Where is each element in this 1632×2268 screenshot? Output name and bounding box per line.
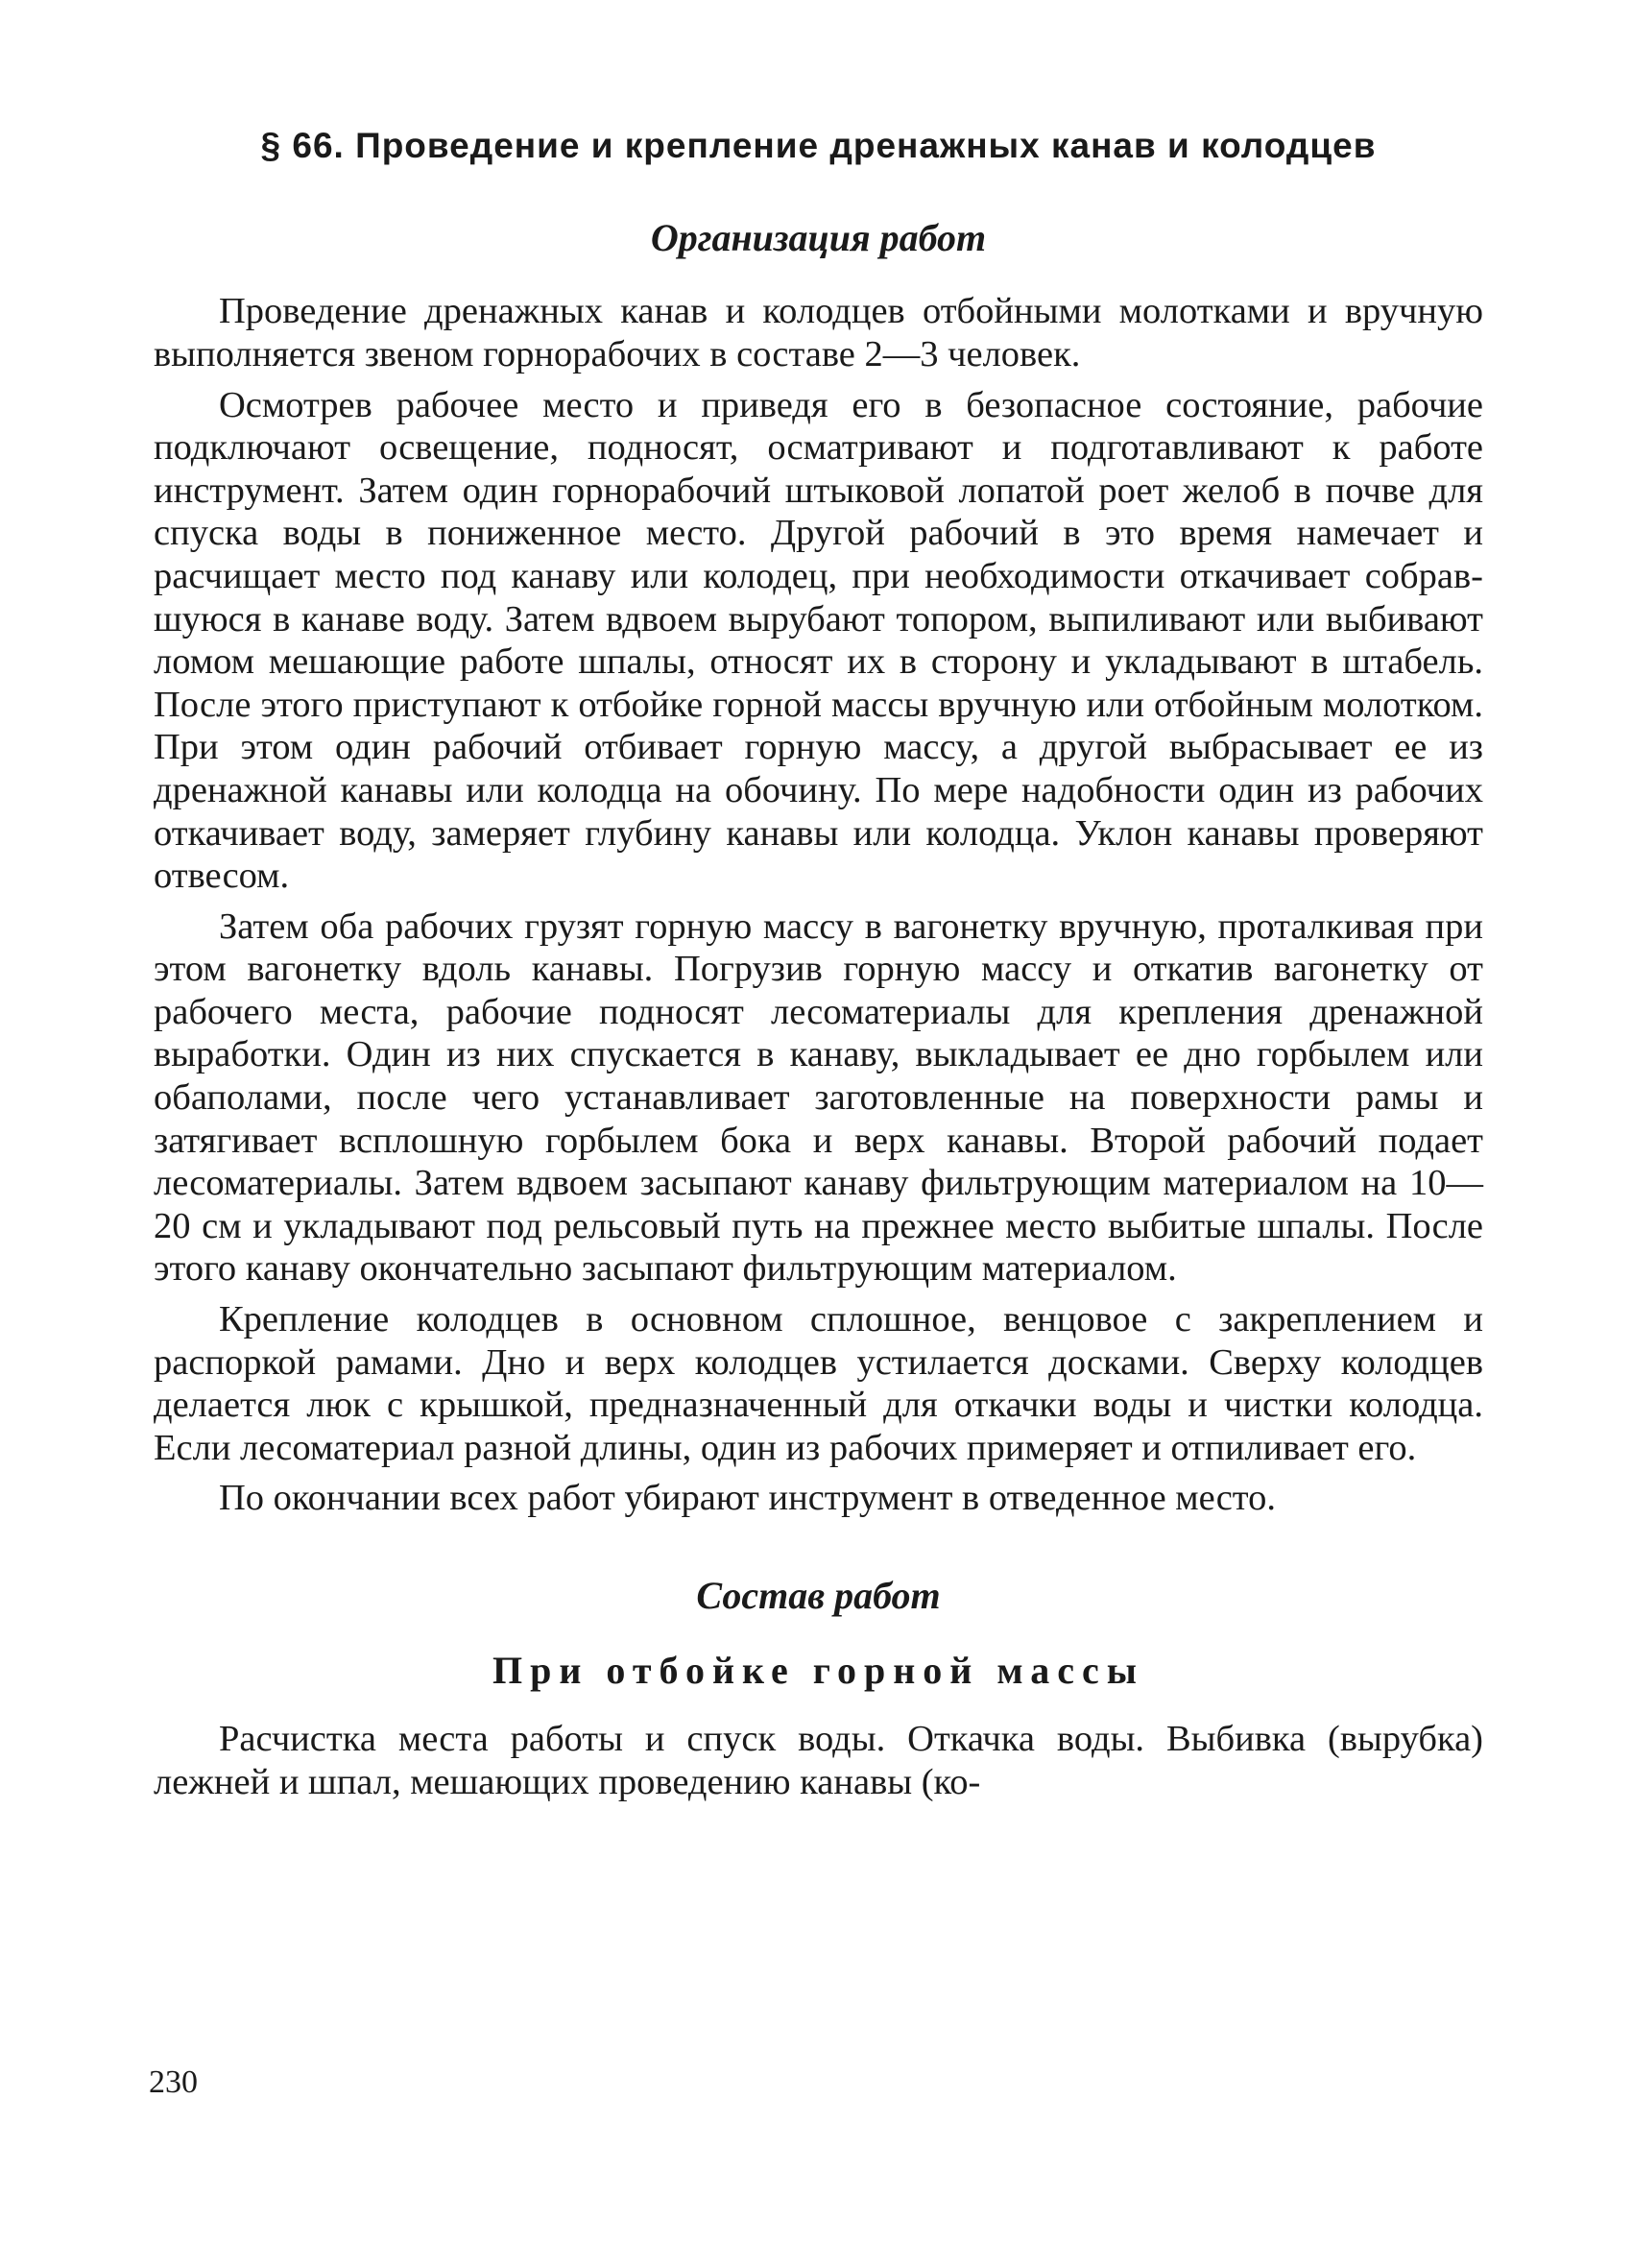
organization-paragraph-1: Проведение дренажных канав и колодцев отбойными молотками и вручную выполняется звеном горнорабочих в составе 2—3 человек. xyxy=(154,291,1483,374)
organization-paragraph-5: По окончании всех работ убирают инструмент в отведенное место. xyxy=(219,1478,1276,1519)
organization-heading: Организация работ xyxy=(650,216,987,260)
page-number: 230 xyxy=(149,2064,198,2100)
section-title: § 66. Проведение и крепление дренажных канав и колодцев xyxy=(260,126,1377,165)
composition-subheading: При отбойке горной массы xyxy=(492,1649,1145,1693)
composition-heading: Состав работ xyxy=(696,1574,941,1618)
composition-paragraph-1: Расчистка места работы и спуск воды. Откачка воды. Выбивка (вырубка) лежней и шпал, мешающих проведению канавы (ко- xyxy=(154,1719,1483,1802)
organization-paragraph-4: Крепление колодцев в основном сплошное, венцовое с закреплением и распоркой рамами. Дно и верх колодцев устилается досками. Сверху колодцев делается люк с крышкой, предназначенный для откачки воды и чистки колодца. Если лесоматериал разной длины, один из рабочих примеряет и отпиливает его. xyxy=(154,1299,1483,1468)
organization-paragraph-2: Осмотрев рабочее место и приведя его в безопасное состояние, рабочие подключают освещение, подносят, осматривают и подготавливают к работе инструмент. Затем один горнорабочий штыковой лопатой роет желоб в почве для спуска воды в пониженное место. Другой рабочий в это время намечает и расчищает место под канаву или колодец, при необходимости откачивает собравшуюся в канаве воду. Затем вдвоем вырубают топором, выпиливают или выбивают ломом мешающие работе шпалы, относят их в сторону и укладывают в штабель. После этого приступают к отбойке горной массы вручную или отбойным молотком. При этом один рабочий отбивает горную массу, а другой выбрасывает ее из дренажной канавы или колодца на обочину. По мере надобности один из рабочих откачивает воду, замеряет глубину канавы или колодца. Уклон канавы проверяют отвесом. xyxy=(154,384,1483,897)
page xyxy=(154,125,1483,1811)
organization-paragraph-3: Затем оба рабочих грузят горную массу в вагонетку вручную, проталкивая при этом вагонетку вдоль канавы. Погрузив горную массу и откатив вагонетку от рабочего места, рабочие подносят лесоматериалы для крепления дренажной выработки. Один из них спускается в канаву, выкладывает ее дно горбылем или обаполами, после чего устанавливает заготовленные на поверхности рамы и затягивает всплошную горбылем бока и верх канавы. Второй рабочий подает лесоматериалы. Затем вдвоем засыпают канаву фильтрующим материалом на 10—20 см и укладывают под рельсовый путь на прежнее место выбитые шпалы. После этого канаву окончательно засыпают фильтрующим материалом. xyxy=(154,905,1483,1290)
